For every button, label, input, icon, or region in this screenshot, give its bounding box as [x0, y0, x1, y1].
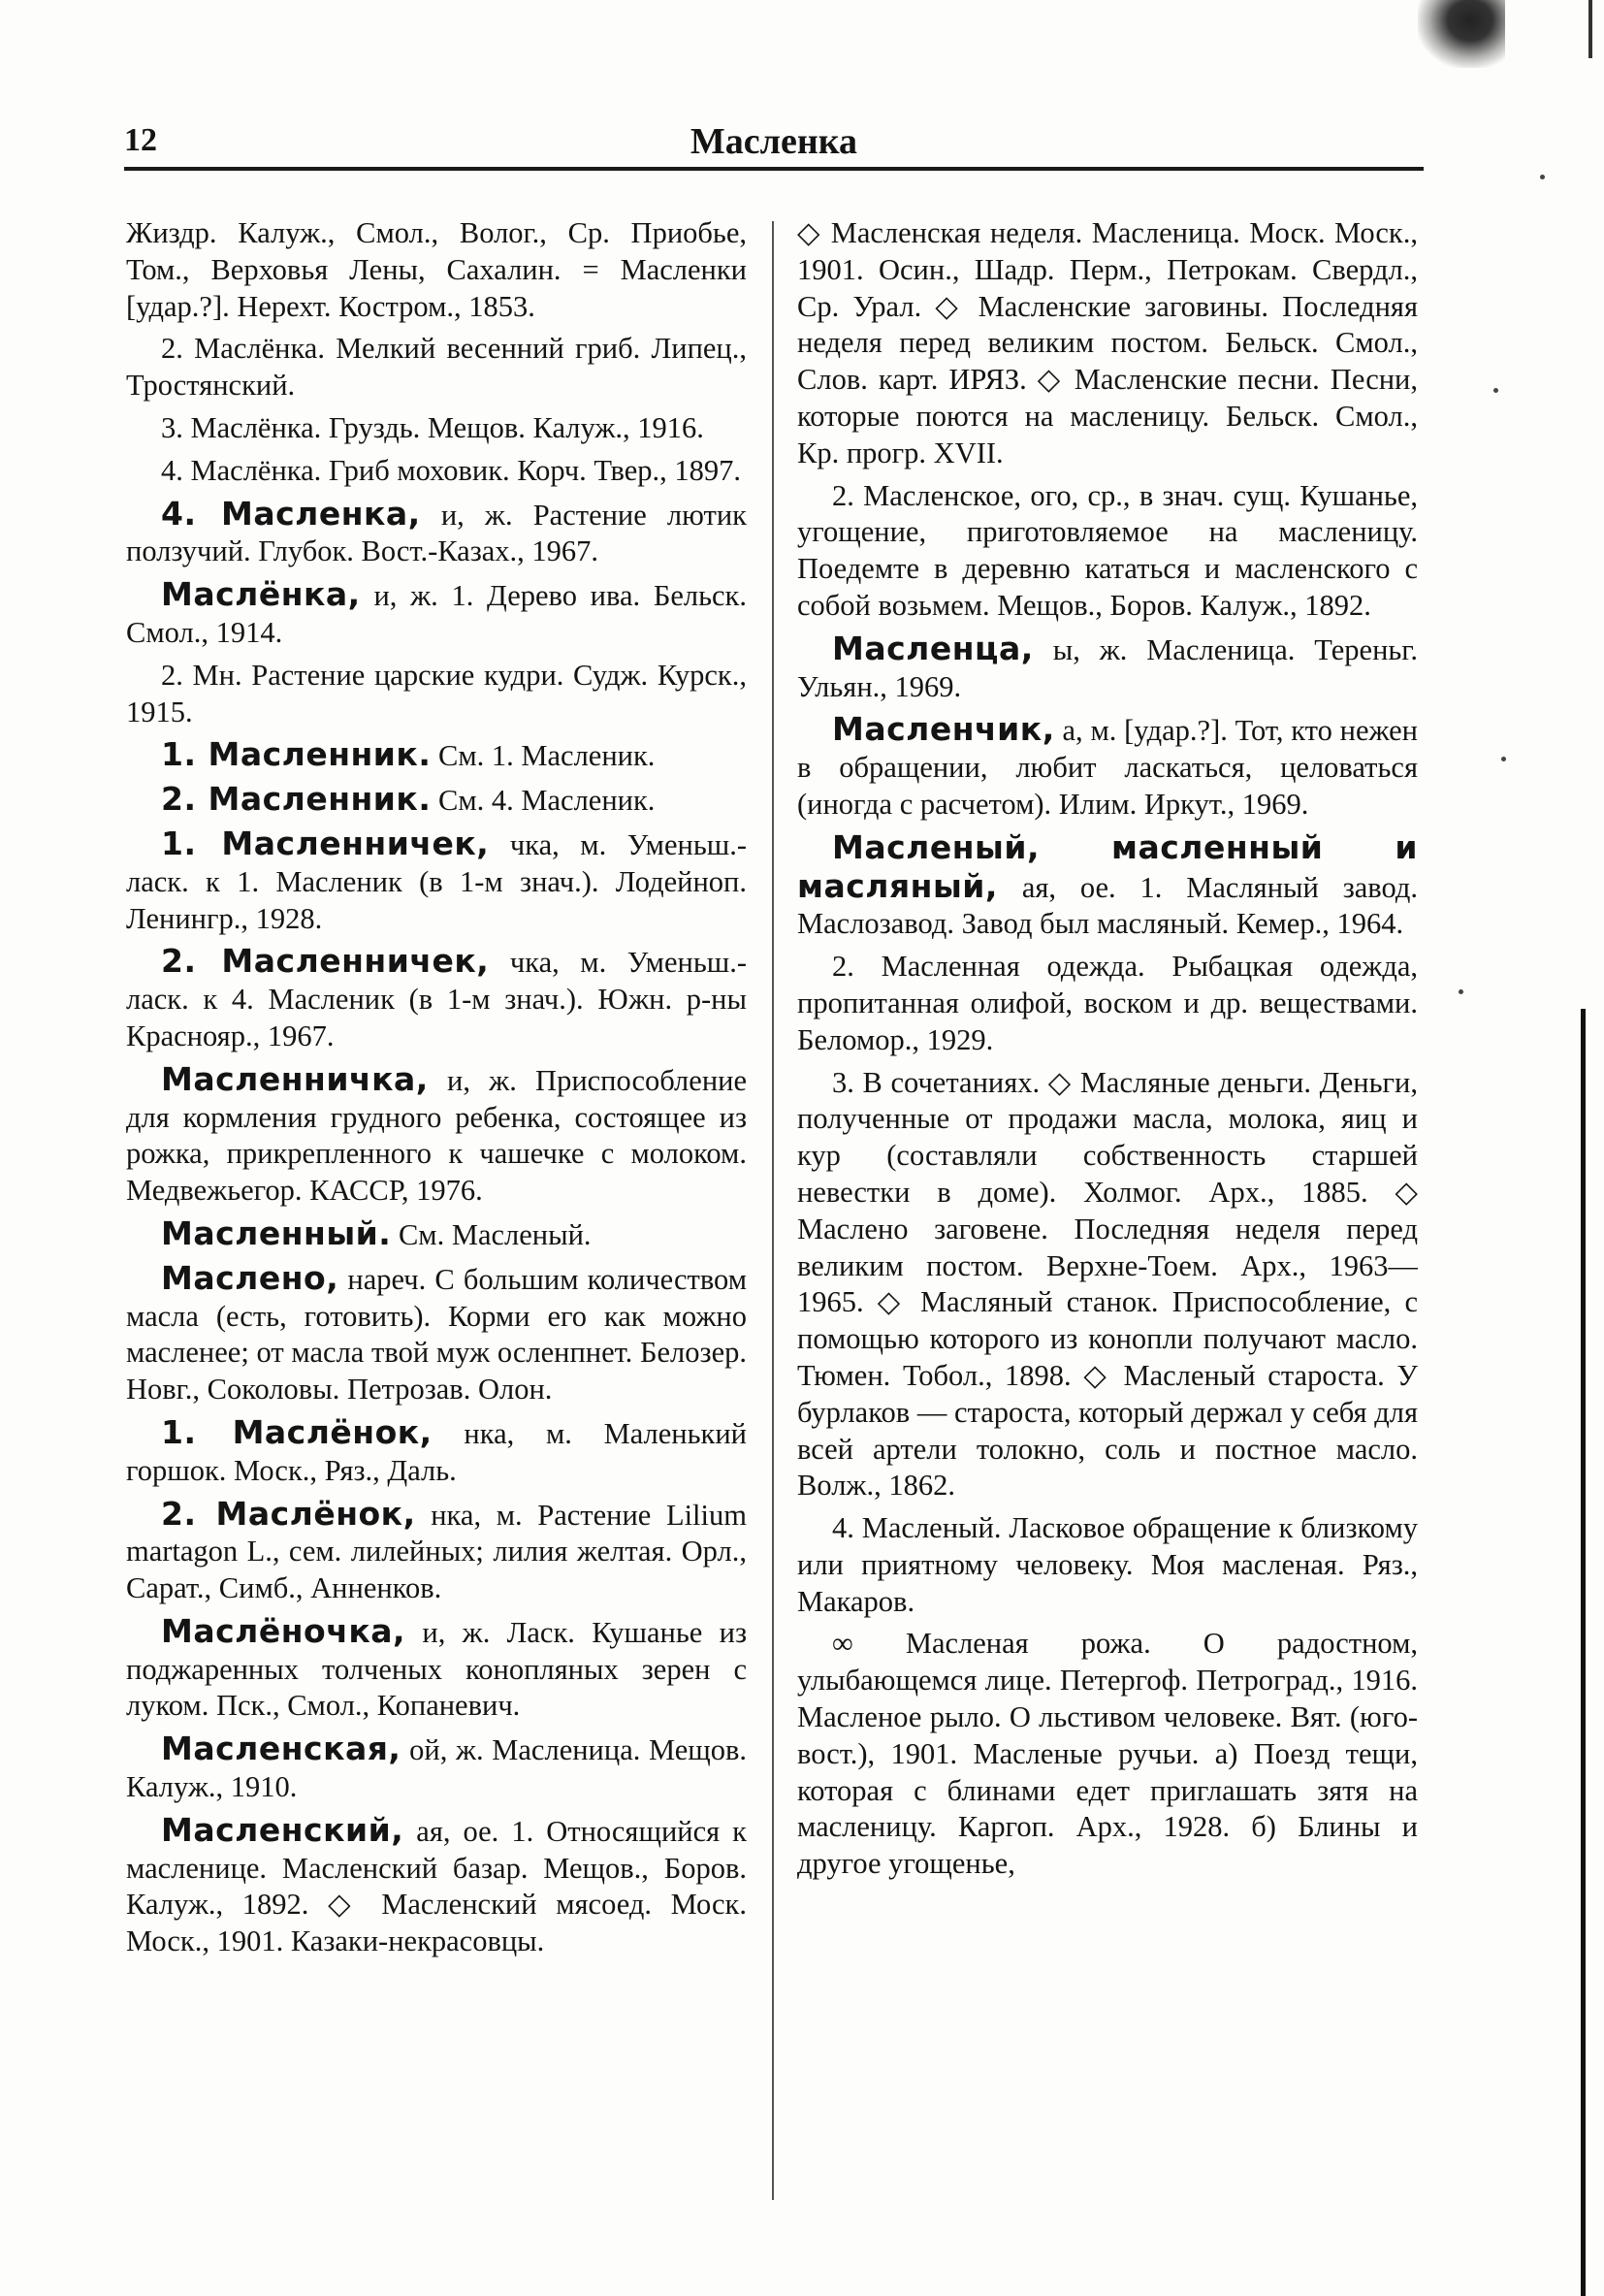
speck [1459, 989, 1463, 994]
dictionary-entry [126, 1061, 747, 1210]
entry-text: Жиздр. Калуж., Смол., Волог., Ср. Приобье, Том., Верховья Лены, Сахалин. = Масленки [удар.?]. Нерехт. Костром., 1853. [126, 216, 747, 323]
right-column [797, 215, 1418, 2233]
entry-text: 2. Маслёнка. Мелкий весенний гриб. Липец., Тростянский. [126, 332, 747, 403]
speck [1501, 757, 1506, 761]
entry-headword: Масленчик, [832, 710, 1055, 749]
entry-text: и, ж. Ласк. Кушанье из поджаренных толченых конопляных зерен с луком. Пск., Смол., Копаневич. [126, 1615, 747, 1723]
entry-text: 4. Масленый. Ласковое обращение к близкому или приятному человеку. Моя масленая. Ряз., Макаров. [797, 1511, 1418, 1618]
entry-text: ∞ Масленая рожа. О радостном, улыбающемся лице. Петергоф. Петроград., 1916. Масленое рыло. О льстивом человеке. Вят. (юго-вост.), 1901. Масленые ручьи. а) Поезд тещи, которая с блинами едет приглашать зятя на масленицу. Каргоп. Арх., 1928. б) Блины и другое угощенье, [797, 1627, 1418, 1881]
dictionary-entry [126, 1730, 747, 1806]
entry-headword: 1. Масленник. [161, 735, 432, 774]
entry-text: ая, ое. 1. Масляный завод. Маслозавод. Завод был масляный. Кемер., 1964. [797, 870, 1418, 941]
dictionary-entry [797, 949, 1418, 1058]
dictionary-entry [126, 825, 747, 937]
entry-headword: Масленский, [161, 1810, 404, 1849]
entry-text: а, м. [удар.?]. Тот, кто нежен в обращении, любит ласкаться, целоваться (иногда с расчетом). Илим. Иркут., 1969. [797, 714, 1418, 821]
dictionary-entry [126, 496, 747, 571]
dictionary-entry [126, 215, 747, 325]
dictionary-entry [126, 331, 747, 404]
entry-text: и, ж. Растение лютик ползучий. Глубок. Вост.-Казах., 1967. [126, 498, 747, 568]
entry-text: нка, м. Маленький горшок. Моск., Ряз., Даль. [126, 1416, 747, 1487]
page-title: Масленка [690, 121, 858, 162]
dictionary-entry [126, 1260, 747, 1408]
column-divider [772, 221, 774, 2200]
entry-text: См. 4. Масленик. [438, 784, 656, 818]
dictionary-entry [126, 410, 747, 447]
entry-headword: Масленo, [161, 1258, 339, 1297]
entry-text: 2. Масленная одежда. Рыбацкая одежда, пропитанная олифой, воском и др. веществами. Беломор., 1929. [797, 950, 1418, 1056]
dictionary-entry [797, 711, 1418, 823]
dictionary-entry [797, 478, 1418, 625]
dictionary-entry [126, 1613, 747, 1725]
entry-headword: Масленца, [832, 629, 1034, 667]
entry-text: чка, м. Уменьш.-ласк. к 1. Масленик (в 1-м знач.). Лодейноп. Ленингр., 1928. [126, 827, 747, 935]
entry-text: 2. Мн. Растение царские кудри. Судж. Курск., 1915. [126, 658, 747, 728]
entry-text: 2. Масленское, ого, ср., в знач. сущ. Кушанье, угощение, приготовляемое на масленицу. Поедемте в деревню кататься и масленского с собой возьмем. Мещов., Боров. Калуж., 1892. [797, 478, 1418, 622]
entry-text: ой, ж. Масленица. Мещов. Калуж., 1910. [126, 1733, 747, 1804]
entry-headword: 2. Масленничек, [161, 942, 490, 981]
ink-blot [1418, 0, 1505, 68]
speck [1493, 388, 1498, 393]
entry-text: чка, м. Уменьш.-ласк. к 4. Масленик (в 1-м знач.). Южн. р-ны Краснояр., 1967. [126, 946, 747, 1052]
entry-text: нареч. С большим количеством масла (есть, готовить). Корми его как можно масленее; от масла твой муж осленпнет. Белозер. Новг., Соколовы. Петрозав. Олон. [126, 1262, 747, 1407]
entry-headword: 4. Масленка, [161, 494, 421, 533]
entry-text: См. Масленый. [398, 1217, 592, 1251]
entry-text: См. 1. Масленик. [438, 739, 656, 773]
entry-text: ◇ Масленская неделя. Масленица. Моск. Моск., 1901. Осин., Шадр. Перм., Петрокам. Свердл., Ср. Урал. ◇ Масленские заговины. Последняя неделя перед великим постом. Бельск. Смол., Слов. карт. ИРЯЗ. ◇ Масленские песни. Песни, которые поются на масленицу. Бельск. Смол., Кр. прогр. XVII. [797, 216, 1418, 469]
dictionary-entry [126, 736, 747, 775]
page-edge-mark [1588, 0, 1592, 58]
entry-text: 3. Маслёнка. Груздь. Мещов. Калуж., 1916. [161, 410, 704, 444]
dictionary-entry [797, 1626, 1418, 1883]
entry-text: ы, ж. Масленица. Тереньг. Ульян., 1969. [797, 632, 1418, 703]
entry-headword: 1. Маслёнок, [161, 1412, 433, 1451]
page-edge-rule [1581, 1009, 1586, 2296]
entry-headword: Масленный. [161, 1213, 392, 1252]
entry-headword: 1. Масленничек, [161, 824, 490, 862]
page-number: 12 [124, 122, 157, 158]
entry-text: 4. Маслёнка. Гриб моховик. Корч. Твер., 1897. [161, 453, 742, 487]
dictionary-entry [126, 453, 747, 490]
entry-headword: Маслёнка, [161, 575, 361, 614]
dictionary-entry [797, 215, 1418, 472]
entry-headword: Маслёночка, [161, 1611, 406, 1650]
entry-headword: Масленская, [161, 1730, 401, 1768]
dictionary-entry [126, 943, 747, 1054]
dictionary-entry [797, 631, 1418, 706]
entry-text: ая, ое. 1. Относящийся к масленице. Масленский базар. Мещов., Боров. Калуж., 1892. ◇ Масленский мясоед. Моск. Моск., 1901. Казаки-некрасовцы. [126, 1814, 747, 1958]
running-head [124, 109, 1424, 171]
dictionary-entry [126, 781, 747, 820]
dictionary-entry [126, 1812, 747, 1960]
dictionary-entry [126, 658, 747, 731]
dictionary-entry [126, 576, 747, 652]
dictionary-entry [126, 1496, 747, 1607]
entry-headword: Масленничка, [161, 1059, 429, 1098]
entry-text: 3. В сочетаниях. ◇ Масляные деньги. Деньги, полученные от продажи масла, молока, яиц и кур (составляли собственность старшей невестки в доме). Холмог. Арх., 1885. ◇ Масленo заговене. Последняя неделя перед великим постом. Верхне-Тоем. Арх., 1963—1965. ◇ Масляный станок. Приспособление, с помощью которого из конопли получают масло. Тюмен. Тобол., 1898. ◇ Масленый староста. У бурлаков — староста, который держал у себя для всей артели толокно, соль и постное масло. Волж., 1862. [797, 1065, 1418, 1503]
entry-text: нка, м. Растение Lilium martagon L., сем. лилейных; лилия желтая. Орл., Сарат., Симб., Анненков. [126, 1498, 747, 1605]
entry-headword: Масленый, масленный и масляный, [797, 827, 1418, 905]
dictionary-entry [797, 829, 1418, 943]
left-column [126, 215, 747, 2233]
entry-text: и, ж. Приспособление для кормления грудного ребенка, состоящее из рожка, прикрепленного к чашечке с молоком. Медвежьегор. КАССР, 1976. [126, 1063, 747, 1208]
entry-headword: 2. Масленник. [161, 780, 432, 819]
entry-headword: 2. Маслёнок, [161, 1494, 416, 1533]
dictionary-entry [797, 1065, 1418, 1505]
speck [1540, 175, 1545, 179]
dictionary-entry [126, 1215, 747, 1254]
entry-text: и, ж. 1. Дерево ива. Бельск. Смол., 1914. [126, 579, 747, 649]
dictionary-entry [797, 1510, 1418, 1620]
dictionary-entry [126, 1414, 747, 1490]
